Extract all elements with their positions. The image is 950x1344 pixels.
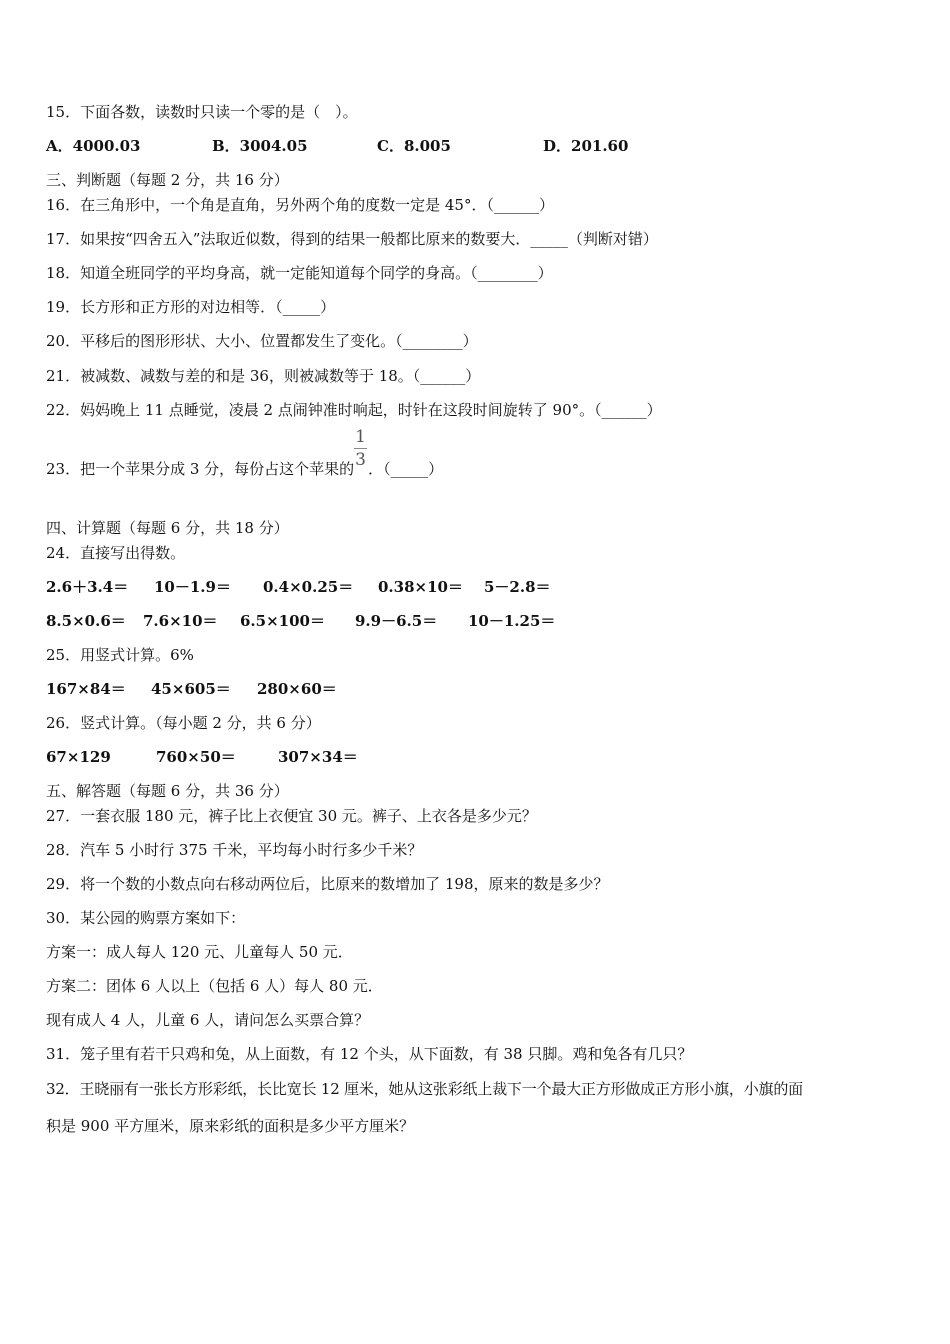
fraction-bar: [354, 448, 367, 449]
question-30-ask: 现有成人 4 人，儿童 6 人，请问怎么买票合算？: [46, 1011, 370, 1029]
calc-item: 280×60＝: [257, 680, 337, 698]
section-3-title: 三、判断题（每题 2 分，共 16 分）: [46, 171, 289, 189]
question-30-plan-1: 方案一：成人每人 120 元、儿童每人 50 元．: [46, 943, 353, 961]
question-17: 17．如果按“四舍五入”法取近似数，得到的结果一般都比原来的数要大．_____（判断对错）: [46, 230, 658, 248]
question-15-stem: 15．下面各数，读数时只读一个零的是（ ）。: [46, 103, 358, 121]
calc-item: 760×50＝: [156, 748, 236, 766]
calc-item: 307×34＝: [278, 748, 358, 766]
question-22: 22．妈妈晚上 11 点睡觉，凌晨 2 点闹钟准时响起，时针在这段时间旋转了 90°。（______）: [46, 401, 662, 419]
question-18: 18．知道全班同学的平均身高，就一定能知道每个同学的身高。（________）: [46, 264, 553, 282]
option-c: C．8.005: [377, 137, 451, 155]
question-21: 21．被减数、减数与差的和是 36，则被减数等于 18。（______）: [46, 367, 481, 385]
option-b: B．3004.05: [212, 137, 308, 155]
question-32-line-1: 32．王晓丽有一张长方形彩纸，长比宽长 12 厘米，她从这张彩纸上裁下一个最大正方形做成正方形小旗，小旗的面: [46, 1080, 803, 1098]
section-5-title: 五、解答题（每题 6 分，共 36 分）: [46, 782, 289, 800]
calc-item: 8.5×0.6＝: [46, 612, 126, 630]
question-23-text: 23．把一个苹果分成 3 分，每份占这个苹果的: [46, 460, 355, 478]
option-d: D．201.60: [543, 137, 629, 155]
calc-item: 10－1.25＝: [468, 612, 556, 630]
calc-item: 9.9－6.5＝: [355, 612, 438, 630]
question-24: 24．直接写出得数。: [46, 544, 186, 562]
option-a: A．4000.03: [46, 137, 141, 155]
question-26: 26．竖式计算。（每小题 2 分，共 6 分）: [46, 714, 321, 732]
question-27: 27．一套衣服 180 元，裤子比上衣便宜 30 元。裤子、上衣各是多少元？: [46, 807, 537, 825]
question-30: 30．某公园的购票方案如下：: [46, 909, 246, 927]
calc-item: 45×605＝: [151, 680, 231, 698]
calc-item: 2.6＋3.4＝: [46, 578, 129, 596]
question-23: [46, 427, 444, 480]
calc-item: 0.4×0.25＝: [263, 578, 354, 596]
fraction-numerator: 1: [355, 427, 366, 447]
question-32-line-2: 积是 900 平方厘米，原来彩纸的面积是多少平方厘米？: [46, 1117, 415, 1135]
question-29: 29．将一个数的小数点向右移动两位后，比原来的数增加了 198，原来的数是多少？: [46, 875, 609, 893]
question-25: 25．用竖式计算。6%: [46, 646, 194, 664]
section-4-title: 四、计算题（每题 6 分，共 18 分）: [46, 519, 289, 537]
question-23-blank: ．（_____）: [368, 460, 444, 478]
question-20: 20．平移后的图形形状、大小、位置都发生了变化。（________）: [46, 332, 478, 350]
question-28: 28．汽车 5 小时行 375 千米，平均每小时行多少千米？: [46, 841, 423, 859]
calc-item: 6.5×100＝: [240, 612, 325, 630]
question-16: 16．在三角形中，一个角是直角，另外两个角的度数一定是 45°．（______）: [46, 196, 554, 214]
calc-item: 0.38×10＝: [378, 578, 463, 596]
calc-item: 67×129: [46, 748, 111, 766]
calc-item: 7.6×10＝: [143, 612, 218, 630]
fraction: [354, 427, 368, 480]
fraction-denominator: 3: [355, 450, 366, 470]
question-19: 19．长方形和正方形的对边相等．（_____）: [46, 298, 336, 316]
calc-item: 10－1.9＝: [154, 578, 231, 596]
calc-item: 167×84＝: [46, 680, 126, 698]
question-31: 31．笼子里有若干只鸡和兔，从上面数，有 12 个头，从下面数，有 38 只脚。鸡和兔各有几只？: [46, 1045, 693, 1063]
calc-item: 5－2.8＝: [484, 578, 551, 596]
question-30-plan-2: 方案二：团体 6 人以上（包括 6 人）每人 80 元．: [46, 977, 383, 995]
